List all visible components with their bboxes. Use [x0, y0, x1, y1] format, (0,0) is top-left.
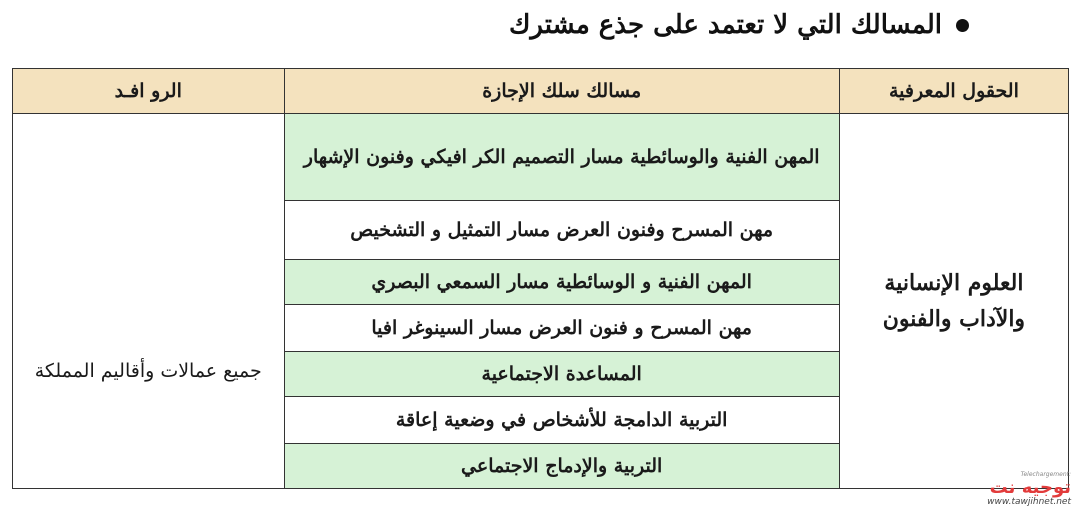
track-cell: المهن الفنية والوسائطية مسار التصميم الكر افيكي وفنون الإشهار — [284, 114, 839, 201]
section-heading — [509, 10, 969, 40]
tracks-table — [12, 68, 1069, 489]
track-cell: التربية الدامجة للأشخاص في وضعية إعاقة — [284, 397, 839, 444]
track-cell: مهن المسرح و فنون العرض مسار السينوغر افيا — [284, 305, 839, 352]
header-field: الحقول المعرفية — [839, 69, 1068, 114]
heading-text: المسالك التي لا تعتمد على جذع مشترك — [509, 10, 942, 40]
track-cell: التربية والإدماج الاجتماعي — [284, 444, 839, 489]
watermark — [987, 472, 1071, 508]
track-cell: المساعدة الاجتماعية — [284, 352, 839, 397]
field-cell: العلوم الإنسانية والآداب والفنون — [839, 114, 1068, 489]
track-cell: مهن المسرح وفنون العرض مسار التمثيل و التشخيص — [284, 201, 839, 260]
bullet-icon — [956, 19, 969, 32]
table-header-row — [13, 69, 1069, 114]
header-track: مسالك سلك الإجازة — [284, 69, 839, 114]
watermark-small-text: Telechargement: — [1020, 470, 1071, 478]
header-tributaries: الرو افـد — [13, 69, 285, 114]
watermark-logo: توجيه نت — [989, 477, 1071, 499]
tributaries-cell: جميع عمالات وأقاليم المملكة — [13, 114, 285, 489]
table-row — [13, 114, 1069, 201]
track-cell: المهن الفنية و الوسائطية مسار السمعي البصري — [284, 260, 839, 305]
watermark-url: www.tawjihnet.net — [987, 497, 1071, 508]
